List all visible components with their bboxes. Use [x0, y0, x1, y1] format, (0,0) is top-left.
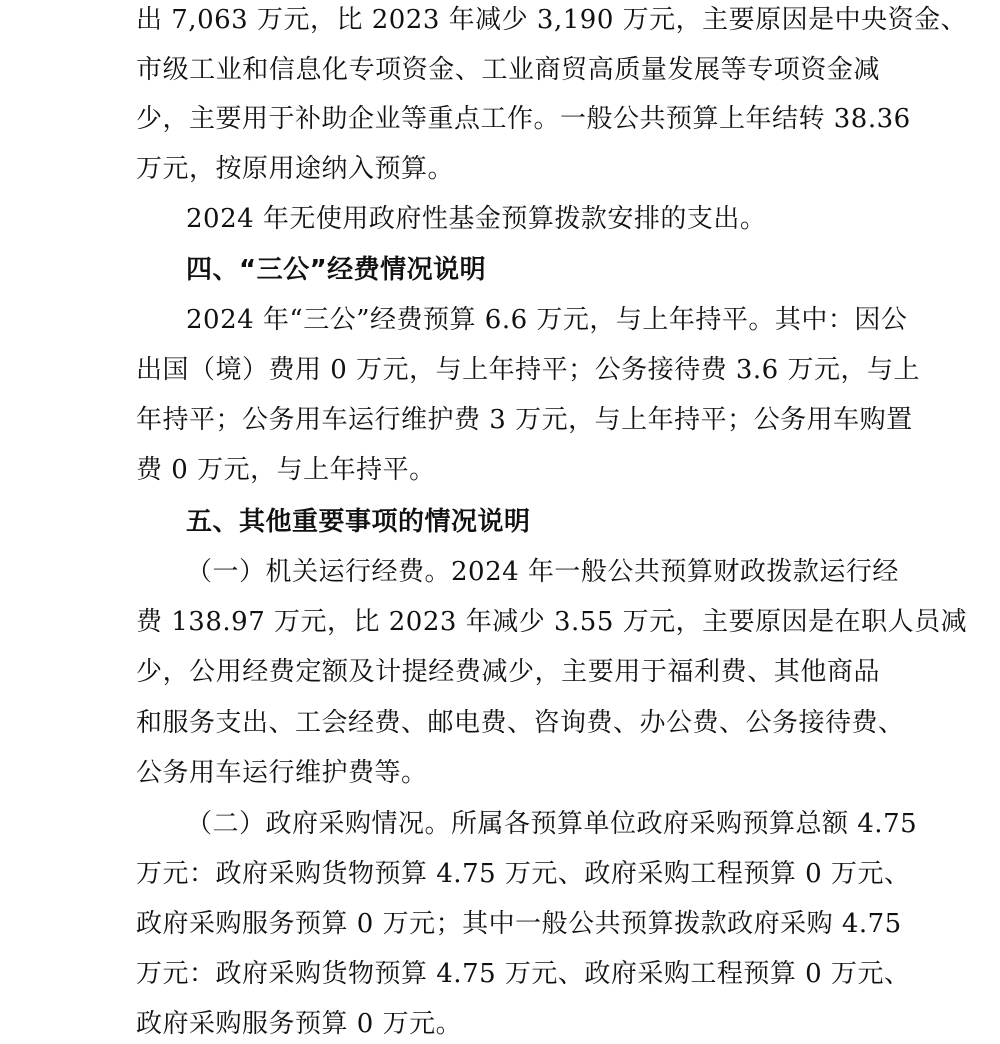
text-line: 政府采购服务预算 0 万元；其中一般公共预算拨款政府采购 4.75	[136, 909, 902, 939]
text-line: 少，主要用于补助企业等重点工作。一般公共预算上年结转 38.36	[136, 104, 911, 134]
text-line: 年持平；公务用车运行维护费 3 万元，与上年持平；公务用车购置	[136, 405, 913, 435]
text-line: 出 7,063 万元，比 2023 年减少 3,190 万元，主要原因是中央资金、	[136, 5, 968, 35]
text-line: 费 138.97 万元，比 2023 年减少 3.55 万元，主要原因是在职人员减	[136, 607, 968, 637]
paragraph-line: 2024 年无使用政府性基金预算拨款安排的支出。	[186, 204, 767, 234]
text-line: 少，公用经费定额及计提经费减少，主要用于福利费、其他商品	[136, 657, 880, 687]
text-line: 万元：政府采购货物预算 4.75 万元、政府采购工程预算 0 万元、	[136, 859, 911, 889]
text-line: 费 0 万元，与上年持平。	[136, 455, 436, 485]
text-line: 和服务支出、工会经费、邮电费、咨询费、办公费、公务接待费、	[136, 708, 905, 738]
paragraph-line: （一）机关运行经费。2024 年一般公共预算财政拨款运行经	[186, 557, 899, 587]
text-line: 政府采购服务预算 0 万元。	[136, 1009, 463, 1039]
text-line: 出国（境）费用 0 万元，与上年持平；公务接待费 3.6 万元，与上	[136, 355, 920, 385]
text-line: 市级工业和信息化专项资金、工业商贸高质量发展等专项资金减	[136, 55, 880, 85]
text-line: 万元：政府采购货物预算 4.75 万元、政府采购工程预算 0 万元、	[136, 959, 911, 989]
section-heading: 四、“三公”经费情况说明	[186, 255, 487, 285]
text-line: 公务用车运行维护费等。	[136, 758, 428, 788]
text-line: 万元，按原用途纳入预算。	[136, 154, 455, 184]
section-heading: 五、其他重要事项的情况说明	[186, 507, 531, 537]
paragraph-line: （二）政府采购情况。所属各预算单位政府采购预算总额 4.75	[186, 809, 918, 839]
paragraph-line: 2024 年“三公”经费预算 6.6 万元，与上年持平。其中：因公	[186, 305, 908, 335]
